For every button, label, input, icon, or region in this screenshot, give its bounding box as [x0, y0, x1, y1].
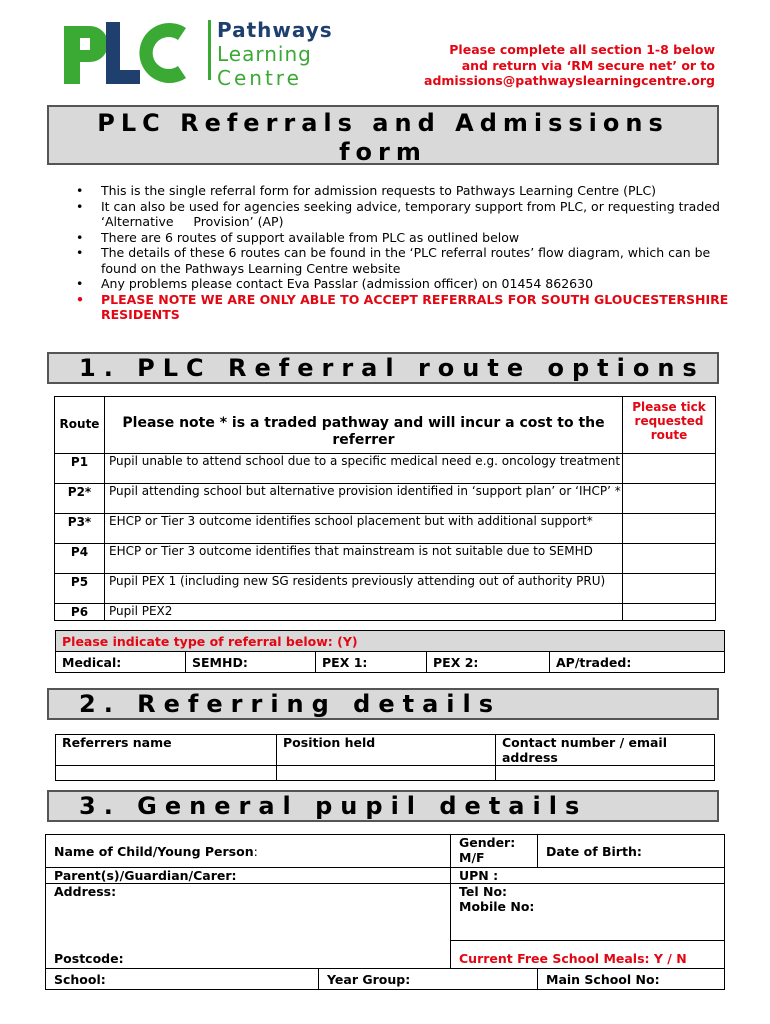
route-tick-cell[interactable] [623, 484, 716, 514]
address-label: Address: [54, 884, 117, 899]
school-field[interactable]: School: [46, 969, 319, 990]
table-row [55, 604, 716, 621]
bullet-item: • Any problems please contact Eva Passlar (admission officer) on 01454 862630 [62, 276, 742, 292]
pupil-details-table [45, 834, 725, 990]
logo-wordmark [217, 18, 333, 90]
instructions-line-1: Please complete all section 1-8 below [449, 42, 715, 57]
referral-type-ap-traded[interactable]: AP/traded: [550, 652, 725, 673]
route-code: P1 [55, 454, 105, 484]
referral-routes-table [54, 396, 716, 621]
dob-field[interactable]: Date of Birth: [538, 835, 725, 868]
route-tick-cell[interactable] [623, 574, 716, 604]
intro-bullet-list [62, 183, 742, 323]
referrer-details-table [55, 734, 715, 781]
logo-line-1: Pathways [217, 18, 333, 42]
route-description: Pupil PEX 1 (including new SG residents previously attending out of authority PRU) [105, 574, 623, 604]
mobile-label: Mobile No: [459, 899, 535, 914]
year-group-field[interactable]: Year Group: [319, 969, 538, 990]
referrer-name-field[interactable] [56, 766, 277, 781]
child-name-label: Name of Child/Young Person [54, 843, 254, 859]
plc-logo [62, 18, 332, 90]
bullet-item: • It can also be used for agencies seeking advice, temporary support from PLC, or requesting traded ‘Alternative Provision’ (AP) [62, 199, 742, 230]
route-code: P3* [55, 514, 105, 544]
contact-header: Contact number / email address [496, 735, 715, 766]
route-note-header: Please note * is a traded pathway and will incur a cost to the referrer [105, 397, 623, 454]
referrer-name-header: Referrers name [56, 735, 277, 766]
route-tick-cell[interactable] [623, 514, 716, 544]
referral-type-table [55, 630, 725, 673]
route-description: Pupil PEX2 [105, 604, 623, 621]
postcode-label: Postcode: [54, 951, 124, 966]
route-description: Pupil attending school but alternative provision identified in ‘support plan’ or ‘IHCP’ * [105, 484, 623, 514]
section-3-heading: 3. General pupil details [47, 790, 719, 822]
address-field[interactable] [46, 884, 451, 969]
bullet-item: • The details of these 6 routes can be found in the ‘PLC referral routes’ flow diagram, which can be found on the Pathways Learning Centre website [62, 245, 742, 276]
referral-type-semhd[interactable]: SEMHD: [186, 652, 316, 673]
main-school-no-field[interactable]: Main School No: [538, 969, 725, 990]
instructions-email: admissions@pathwayslearningcentre.org [424, 73, 715, 88]
contact-field[interactable] [496, 766, 715, 781]
route-code: P6 [55, 604, 105, 621]
logo-line-3: Centre [217, 66, 302, 90]
child-name-colon: : [253, 843, 258, 859]
table-row [55, 544, 716, 574]
submission-instructions [355, 42, 715, 89]
referral-type-medical[interactable]: Medical: [56, 652, 186, 673]
table-row [55, 574, 716, 604]
route-tick-cell[interactable] [623, 544, 716, 574]
tel-label: Tel No: [459, 884, 508, 899]
form-title [47, 105, 719, 165]
form-title-line-1: PLC Referrals and Admissions [97, 109, 669, 137]
bullet-item: • There are 6 routes of support available from PLC as outlined below [62, 230, 742, 246]
section-1-heading: 1. PLC Referral route options [47, 352, 719, 384]
logo-divider [208, 20, 211, 80]
logo-line-2: Learning [217, 42, 312, 66]
bullet-item: • This is the single referral form for admission requests to Pathways Learning Centre (PLC) [62, 183, 742, 199]
position-held-header: Position held [277, 735, 496, 766]
table-row [55, 454, 716, 484]
route-tick-cell[interactable] [623, 604, 716, 621]
route-code: P5 [55, 574, 105, 604]
route-description: EHCP or Tier 3 outcome identifies school placement but with additional support* [105, 514, 623, 544]
parent-guardian-field[interactable]: Parent(s)/Guardian/Carer: [46, 868, 451, 884]
form-title-line-2: form [339, 138, 427, 166]
tick-column-header: Please tick requested route [623, 397, 716, 454]
table-row [55, 514, 716, 544]
instructions-line-2: and return via ‘RM secure net’ or to [461, 57, 715, 73]
route-code: P2* [55, 484, 105, 514]
plc-logo-mark [62, 18, 202, 88]
upn-field[interactable]: UPN : [451, 868, 725, 884]
position-held-field[interactable] [277, 766, 496, 781]
phone-field[interactable] [451, 884, 725, 941]
route-column-header: Route [55, 397, 105, 454]
table-row [55, 484, 716, 514]
referral-type-pex1[interactable]: PEX 1: [316, 652, 427, 673]
free-school-meals-field[interactable]: Current Free School Meals: Y / N [451, 941, 725, 969]
section-2-heading: 2. Referring details [47, 688, 719, 720]
route-tick-cell[interactable] [623, 454, 716, 484]
referral-type-header: Please indicate type of referral below: (Y) [56, 631, 725, 652]
route-description: EHCP or Tier 3 outcome identifies that mainstream is not suitable due to SEMHD [105, 544, 623, 574]
route-description: Pupil unable to attend school due to a specific medical need e.g. oncology treatment [105, 454, 623, 484]
child-name-field[interactable] [46, 835, 451, 868]
gender-field[interactable]: Gender: M/F [451, 835, 538, 868]
route-code: P4 [55, 544, 105, 574]
referral-type-pex2[interactable]: PEX 2: [427, 652, 550, 673]
bullet-item-notice: • PLEASE NOTE WE ARE ONLY ABLE TO ACCEPT REFERRALS FOR SOUTH GLOUCESTERSHIRE RESIDENTS [62, 292, 742, 323]
